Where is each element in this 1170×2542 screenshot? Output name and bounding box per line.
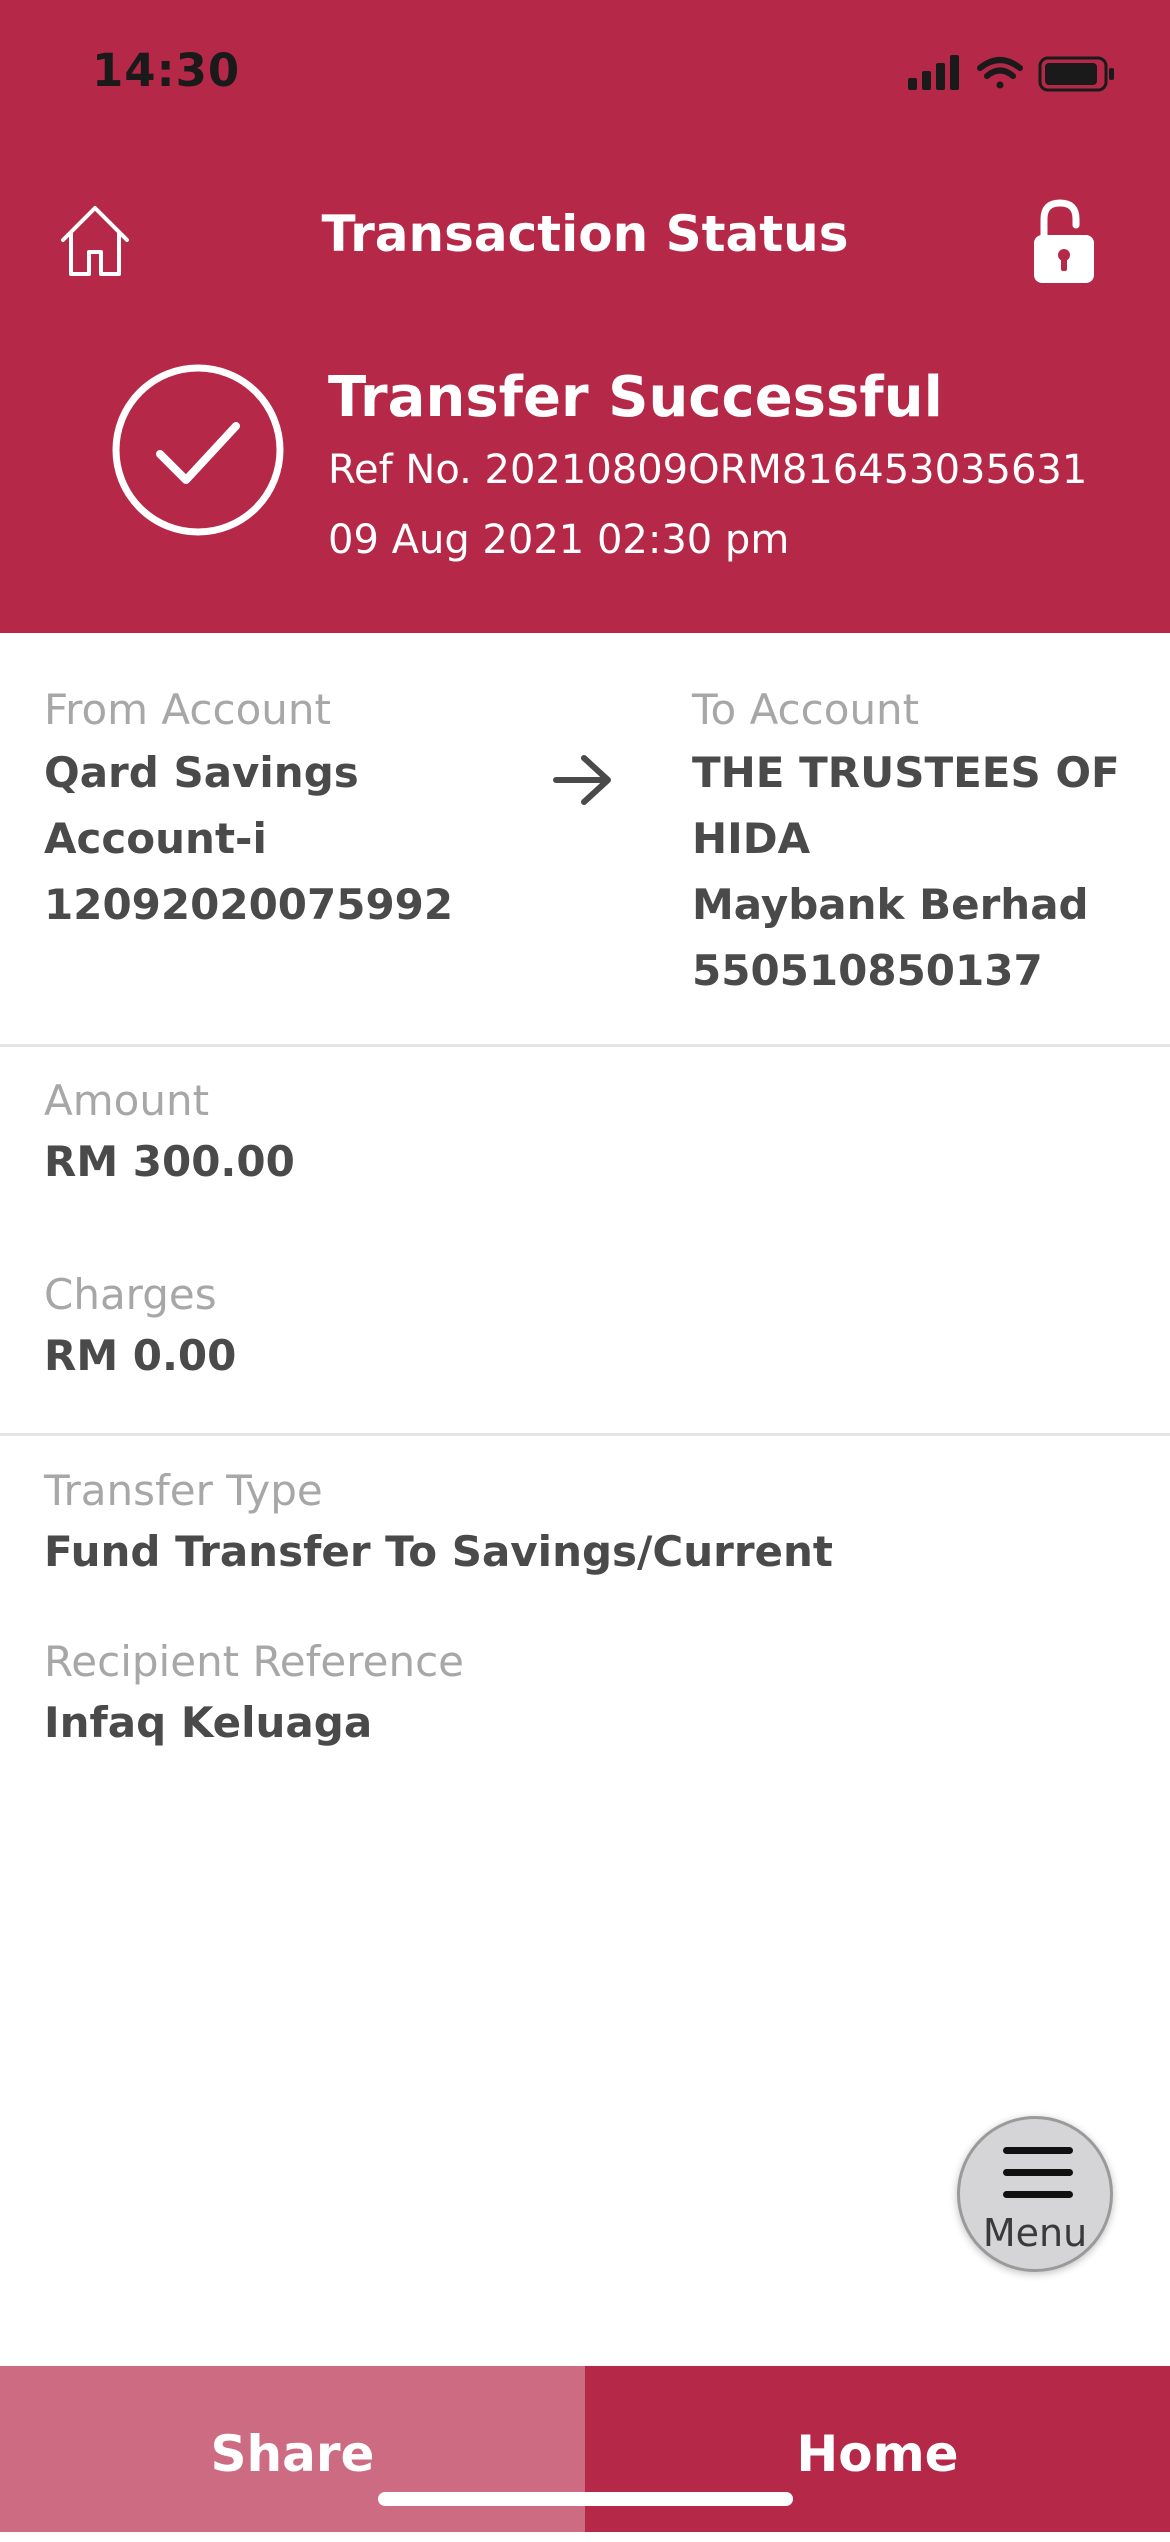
to-account-label: To Account [692, 685, 920, 734]
from-account-name-line2: Account-i [44, 814, 267, 863]
battery-icon [1040, 58, 1114, 90]
transfer-type-value: Fund Transfer To Savings/Current [44, 1527, 833, 1576]
check-circle-icon [110, 362, 286, 538]
charges-value: RM 0.00 [44, 1331, 237, 1380]
share-button[interactable]: Share [0, 2366, 585, 2532]
transfer-type-label: Transfer Type [44, 1466, 323, 1515]
menu-button[interactable] [957, 2116, 1113, 2272]
recipient-reference-value: Infaq Keluaga [44, 1698, 373, 1747]
arrow-right-icon [552, 752, 614, 808]
page-title: Transaction Status [321, 205, 849, 263]
to-account-number: 550510850137 [692, 946, 1043, 995]
from-account [44, 680, 524, 938]
charges-field [44, 1267, 236, 1389]
from-account-label: From Account [44, 685, 331, 734]
to-account [692, 680, 1132, 1004]
divider [0, 1433, 1170, 1436]
header [0, 0, 1170, 633]
divider [0, 1044, 1170, 1047]
status-time: 14:30 [92, 44, 241, 97]
wifi-icon [980, 60, 1020, 89]
charges-label: Charges [44, 1270, 217, 1319]
transfer-type-field [44, 1463, 833, 1585]
to-account-bank: Maybank Berhad [692, 880, 1089, 929]
amount-value: RM 300.00 [44, 1137, 295, 1186]
status-icons [908, 50, 1118, 96]
amount-field [44, 1073, 295, 1195]
success-title: Transfer Successful [328, 365, 943, 430]
recipient-reference-field [44, 1634, 464, 1756]
amount-label: Amount [44, 1076, 210, 1125]
signal-icon [908, 55, 959, 90]
transaction-date: 09 Aug 2021 02:30 pm [328, 517, 790, 563]
to-account-name-line2: HIDA [692, 814, 811, 863]
recipient-reference-label: Recipient Reference [44, 1637, 464, 1686]
lock-button[interactable] [1030, 197, 1098, 285]
home-button[interactable]: Home [585, 2366, 1170, 2532]
home-indicator[interactable] [378, 2492, 793, 2506]
to-account-name-line1: THE TRUSTEES OF [692, 748, 1120, 797]
hamburger-icon [1003, 2145, 1073, 2201]
from-account-name-line1: Qard Savings [44, 748, 359, 797]
bottom-action-bar [0, 2366, 1170, 2532]
lock-open-icon [1030, 197, 1098, 285]
menu-label: Menu [982, 2211, 1088, 2255]
reference-number: Ref No. 20210809ORM816453035631 [328, 447, 1088, 493]
from-account-number: 12092020075992 [44, 880, 454, 929]
